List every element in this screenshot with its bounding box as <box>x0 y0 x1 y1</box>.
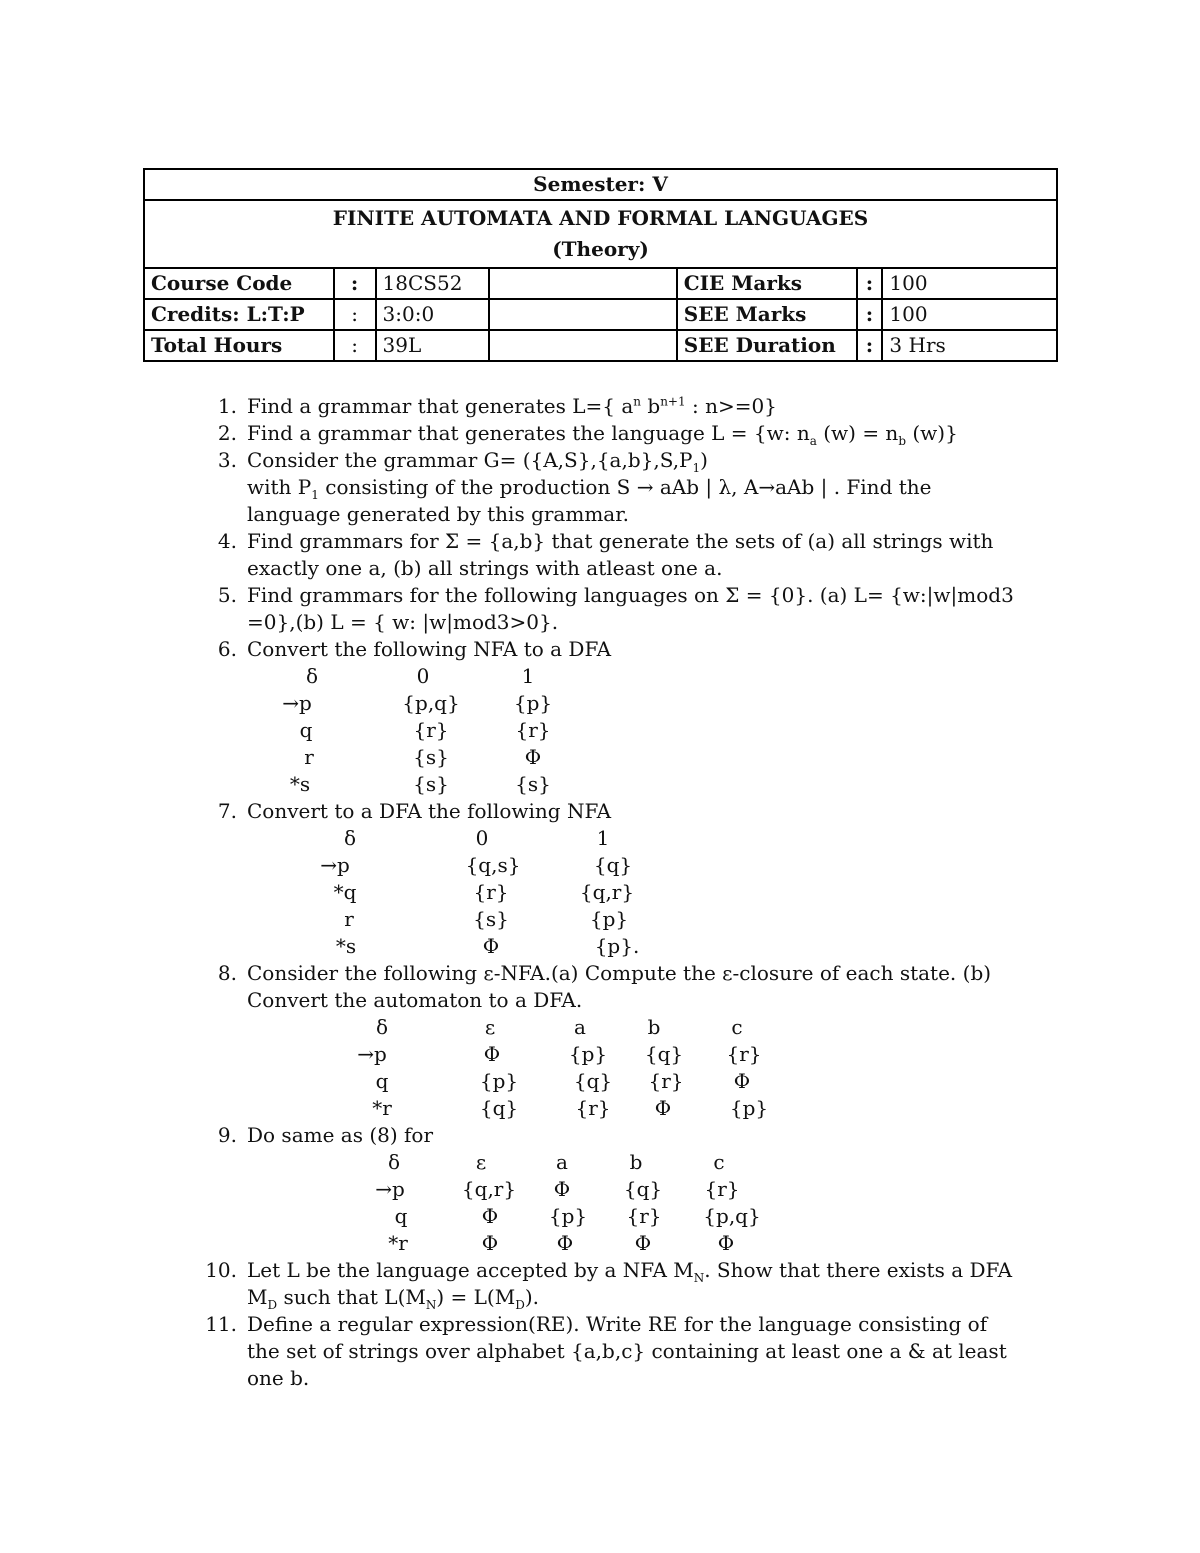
total-hours-value: 39L <box>376 330 490 361</box>
table-cell: {q,r} <box>579 880 635 904</box>
table-cell: δ <box>387 1150 401 1174</box>
superscript: n+1 <box>660 394 686 409</box>
colon: : <box>334 330 376 361</box>
table-cell: r <box>304 745 314 769</box>
question-text: Consider the grammar G= ({A,S},{a,b},S,P <box>247 448 693 472</box>
table-cell: *r <box>388 1231 408 1255</box>
table-cell: {q} <box>479 1096 519 1120</box>
empty-cell <box>489 330 676 361</box>
table-cell: {s} <box>413 745 449 769</box>
table-cell: {s} <box>515 772 551 796</box>
table-cell: {q,r} <box>461 1177 517 1201</box>
table-cell: *s <box>335 934 357 958</box>
table-row <box>205 1068 1025 1095</box>
table-cell: {p} <box>513 691 553 715</box>
table-cell: ε <box>484 1015 496 1039</box>
question-text: b <box>641 394 661 418</box>
table-cell: {q} <box>573 1069 613 1093</box>
question-number: 8. <box>217 961 237 985</box>
course-title <box>144 200 1057 268</box>
question-4 <box>205 528 1025 582</box>
question-list <box>205 393 1025 1392</box>
table-cell: →p <box>357 1042 387 1066</box>
see-marks-label: SEE Marks <box>677 299 857 330</box>
table-row <box>205 879 1025 906</box>
table-cell: δ <box>375 1015 389 1039</box>
colon: : <box>334 268 376 299</box>
table-cell: →p <box>375 1177 405 1201</box>
superscript: n <box>633 394 642 409</box>
question-5 <box>205 582 1025 636</box>
table-cell: r <box>344 907 354 931</box>
question-1 <box>205 393 1025 420</box>
table-cell: Φ <box>654 1096 672 1120</box>
table-row <box>205 852 1025 879</box>
course-code-value: 18CS52 <box>376 268 490 299</box>
semester-label: Semester: V <box>144 169 1057 200</box>
table-cell: *r <box>372 1096 392 1120</box>
nfa-table-q6 <box>205 663 1025 798</box>
table-cell: {q} <box>644 1042 684 1066</box>
table-cell: {q} <box>623 1177 663 1201</box>
table-row <box>205 1014 1025 1041</box>
question-text: ). <box>524 1285 539 1309</box>
question-text: (w) = n <box>816 421 899 445</box>
course-header-table <box>143 168 1058 362</box>
table-cell: {p,q} <box>402 691 460 715</box>
cie-marks-label: CIE Marks <box>677 268 857 299</box>
question-10 <box>205 1257 1025 1311</box>
table-cell: 1 <box>521 664 535 688</box>
table-cell: q <box>394 1204 408 1228</box>
question-number: 7. <box>217 799 237 823</box>
table-row <box>205 663 1025 690</box>
table-row <box>205 1230 1025 1257</box>
question-text: Do same as (8) for <box>247 1123 434 1147</box>
table-row <box>205 1176 1025 1203</box>
credits-label: Credits: L:T:P <box>144 299 334 330</box>
subscript: D <box>515 1298 525 1312</box>
table-cell: {p} <box>548 1204 588 1228</box>
question-text: with P <box>247 475 312 499</box>
table-cell: b <box>629 1150 643 1174</box>
question-6 <box>205 636 1025 663</box>
table-cell: →p <box>282 691 312 715</box>
nfa-table-q9 <box>205 1149 1025 1257</box>
table-cell: δ <box>343 826 357 850</box>
question-text: : n>=0} <box>685 394 777 418</box>
table-cell: {r} <box>726 1042 762 1066</box>
question-2 <box>205 420 1025 447</box>
table-cell: q <box>375 1069 389 1093</box>
table-cell: Φ <box>717 1231 735 1255</box>
table-row <box>205 717 1025 744</box>
table-row <box>205 1203 1025 1230</box>
table-cell: a <box>556 1150 568 1174</box>
colon: : <box>334 299 376 330</box>
table-cell: Φ <box>483 1042 501 1066</box>
table-row <box>205 744 1025 771</box>
table-cell: {r} <box>575 1096 611 1120</box>
question-text: Find grammars for Σ = {a,b} that generate the sets of (a) all strings with exactly one a, (b) all strings with atleast one a. <box>247 529 994 580</box>
question-text: ) <box>700 448 708 472</box>
subscript: 1 <box>311 488 319 502</box>
table-cell: {r} <box>704 1177 740 1201</box>
question-9 <box>205 1122 1025 1149</box>
table-cell: 0 <box>475 826 489 850</box>
question-number: 4. <box>217 529 237 553</box>
subscript: D <box>267 1298 278 1312</box>
course-subtitle: (Theory) <box>552 237 649 261</box>
table-cell: Φ <box>733 1069 751 1093</box>
table-cell: q <box>299 718 313 742</box>
table-row <box>205 771 1025 798</box>
question-text: such that L(M <box>277 1285 426 1309</box>
table-cell: {p,q} <box>703 1204 761 1228</box>
table-cell: Φ <box>481 1231 499 1255</box>
subscript: a <box>809 434 817 448</box>
table-cell: {p} <box>729 1096 769 1120</box>
question-3 <box>205 447 1025 528</box>
subscript: 1 <box>692 461 701 475</box>
question-7 <box>205 798 1025 825</box>
table-cell: Φ <box>524 745 542 769</box>
course-code-label: Course Code <box>144 268 334 299</box>
question-text: Find a grammar that generates the language L = {w: n <box>247 421 810 445</box>
table-row <box>205 1041 1025 1068</box>
table-cell: Φ <box>482 934 500 958</box>
table-cell: Φ <box>553 1177 571 1201</box>
question-text: . Show that there exists a DFA M <box>247 1258 1013 1309</box>
subscript: b <box>898 434 906 448</box>
question-number: 6. <box>217 637 237 661</box>
table-cell: a <box>574 1015 586 1039</box>
table-cell: {s} <box>473 907 509 931</box>
table-cell: {p} <box>479 1069 519 1093</box>
see-duration-label: SEE Duration <box>677 330 857 361</box>
question-number: 2. <box>217 421 237 445</box>
table-cell: *q <box>333 880 357 904</box>
question-8 <box>205 960 1025 1014</box>
table-cell: {r} <box>626 1204 662 1228</box>
colon: : <box>857 330 883 361</box>
question-text: consisting of the production S → aAb | λ, A→aAb | . Find the language generated by this grammar. <box>247 475 932 526</box>
question-text: (w)} <box>906 421 958 445</box>
table-row <box>205 906 1025 933</box>
table-cell: {q,s} <box>465 853 521 877</box>
question-11 <box>205 1311 1025 1392</box>
question-text: Find grammars for the following languages on Σ = {0}. (a) L= {w:|w|mod3 =0},(b) L = { w: |w|mod3>0}. <box>247 583 1014 634</box>
question-number: 3. <box>217 448 237 472</box>
header-row <box>144 330 1057 361</box>
nfa-table-q8 <box>205 1014 1025 1122</box>
table-cell: Φ <box>481 1204 499 1228</box>
colon: : <box>857 299 883 330</box>
table-cell: 1 <box>596 826 610 850</box>
question-text: Find a grammar that generates L={ a <box>247 394 634 418</box>
credits-value: 3:0:0 <box>376 299 490 330</box>
subscript: N <box>425 1298 437 1312</box>
table-cell: {r} <box>515 718 551 742</box>
cie-marks-value: 100 <box>882 268 1057 299</box>
empty-cell <box>489 268 676 299</box>
table-cell: {p} <box>568 1042 608 1066</box>
table-cell: {p} <box>589 907 629 931</box>
table-row <box>205 825 1025 852</box>
table-row <box>205 1095 1025 1122</box>
header-row <box>144 299 1057 330</box>
table-cell: {p}. <box>594 934 640 958</box>
table-cell: δ <box>305 664 319 688</box>
table-cell: Φ <box>556 1231 574 1255</box>
table-cell: {r} <box>413 718 449 742</box>
nfa-table-q7 <box>205 825 1025 960</box>
header-row <box>144 268 1057 299</box>
table-cell: c <box>713 1150 725 1174</box>
empty-cell <box>489 299 676 330</box>
subscript: N <box>693 1271 705 1285</box>
question-text: Convert the following NFA to a DFA <box>247 637 612 661</box>
question-number: 1. <box>217 394 237 418</box>
colon: : <box>857 268 883 299</box>
table-row <box>205 933 1025 960</box>
see-duration-value: 3 Hrs <box>882 330 1057 361</box>
table-cell: c <box>731 1015 743 1039</box>
table-row <box>205 1149 1025 1176</box>
table-cell: ε <box>475 1150 487 1174</box>
table-cell: {r} <box>648 1069 684 1093</box>
table-cell: {q} <box>593 853 633 877</box>
table-cell: {r} <box>473 880 509 904</box>
table-cell: {s} <box>413 772 449 796</box>
course-title-text: FINITE AUTOMATA AND FORMAL LANGUAGES <box>332 206 869 230</box>
table-cell: b <box>647 1015 661 1039</box>
table-cell: →p <box>320 853 350 877</box>
question-number: 11. <box>205 1312 237 1336</box>
question-number: 9. <box>217 1123 237 1147</box>
table-cell: 0 <box>416 664 430 688</box>
question-text: Define a regular expression(RE). Write RE for the language consisting of the set of strings over alphabet {a,b,c} containing at least one a & at least one b. <box>247 1312 1007 1390</box>
question-text: Let L be the language accepted by a NFA M <box>247 1258 694 1282</box>
table-row <box>205 690 1025 717</box>
see-marks-value: 100 <box>882 299 1057 330</box>
table-cell: *s <box>289 772 311 796</box>
question-number: 10. <box>205 1258 237 1282</box>
total-hours-label: Total Hours <box>144 330 334 361</box>
question-text: Consider the following ε-NFA.(a) Compute the ε-closure of each state. (b) Convert the automaton to a DFA. <box>247 961 992 1012</box>
question-number: 5. <box>217 583 237 607</box>
question-text: Convert to a DFA the following NFA <box>247 799 612 823</box>
table-cell: Φ <box>634 1231 652 1255</box>
question-text: ) = L(M <box>436 1285 516 1309</box>
